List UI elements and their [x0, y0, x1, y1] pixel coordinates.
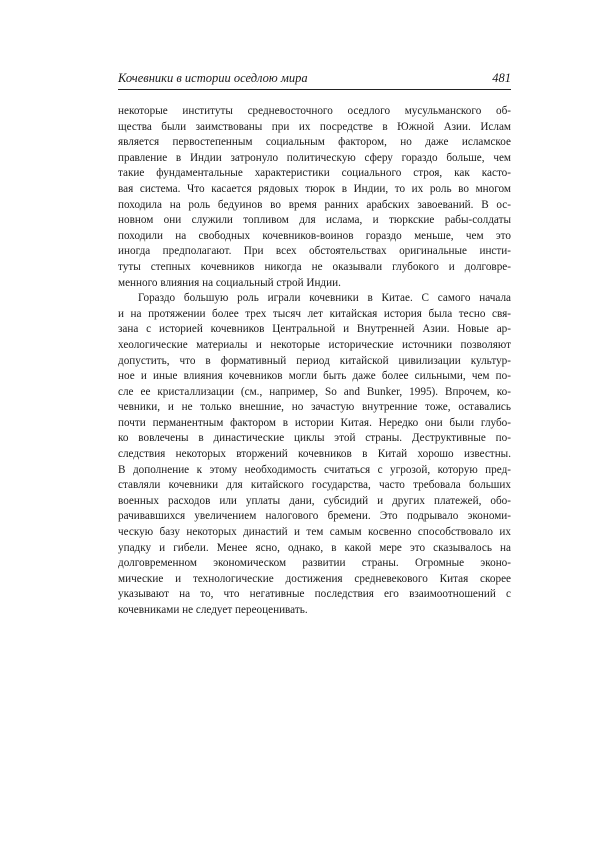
- text-line: является первостепенным социальным фактором, но даже исламское: [118, 136, 511, 149]
- paragraph: [118, 291, 511, 618]
- text-line: и на протяжении более трех тысяч лет китайская история была тесно свя-: [118, 307, 511, 320]
- text-line: допустить, что в формативный период китайской цивилизации культур-: [118, 354, 511, 367]
- text-line: хеологические материалы и некоторые исторические источники позволяют: [118, 338, 511, 351]
- text-line: мические и технологические достижения средневекового Китая скорее: [118, 572, 511, 585]
- text-line: новном они служили топливом для ислама, и тюркские рабы-солдаты: [118, 214, 511, 227]
- running-title: Кочевники в истории оседлою мира: [118, 71, 308, 85]
- text-line: зана с историей кочевников Центральной и Внутренней Азии. Новые ар-: [118, 323, 511, 336]
- text-line: упадку и гибели. Менее ясно, однако, в какой мере это сказывалось на: [118, 541, 511, 554]
- text-line: вая система. Что касается рядовых тюрок в Индии, то их роль во многом: [118, 182, 511, 195]
- text-line: чевники, и не только внешние, но зачастую внутренние тоже, оставались: [118, 401, 511, 414]
- text-line: щества были заимствованы при их посредстве в Южной Азии. Ислам: [118, 120, 511, 133]
- text-line: рачивавшихся увеличением налогового бремени. Это подрывало экономи-: [118, 510, 511, 523]
- text-line: ное и иные влияния кочевников могли быть даже более сильными, чем по-: [118, 370, 511, 383]
- running-header: [118, 70, 511, 86]
- text-line: иногда предполагают. При всех обстоятельствах оригинальные инсти-: [118, 245, 511, 258]
- text-line: почти перманентным фактором в истории Китая. Нередко они были глубо-: [118, 416, 511, 429]
- text-line: В дополнение к этому необходимость считаться с угрозой, которую пред-: [118, 463, 511, 476]
- text-line: некоторые институты средневосточного оседлого мусульманского об-: [118, 105, 511, 117]
- paragraph: [118, 104, 511, 291]
- text-line: следствия некоторых вторжений кочевников в Китай хорошо известны.: [118, 448, 511, 461]
- page-number: 481: [492, 71, 511, 85]
- text-line: указывают на то, что негативные последствия его взаимоотношений с: [118, 588, 511, 601]
- text-line: долговременном экономическом развитии страны. Огромные эконо-: [118, 557, 511, 570]
- text-line: Гораздо большую роль играли кочевники в Китае. С самого начала: [138, 292, 511, 305]
- text-line: кочевниками не следует переоценивать.: [118, 604, 308, 616]
- text-line: туты степных кочевников никогда не оказывали глубокого и долговре-: [118, 260, 511, 273]
- text-line: ческую базу некоторых династий и тем самым косвенно способствовало их: [118, 526, 511, 539]
- text-line: такие фундаментальные характеристики социального строя, как касто-: [118, 167, 511, 180]
- text-line: ставляли кочевники для китайского государства, часто требовала больших: [118, 479, 511, 492]
- text-line: военных расходов или уплаты дани, субсидий и других платежей, обо-: [118, 494, 511, 507]
- text-line: сле ее кристаллизации (см., например, So and Bunker, 1995). Впрочем, ко-: [118, 385, 511, 398]
- text-line: походили на свободных кочевников-воинов гораздо меньше, чем это: [118, 229, 511, 242]
- text-line: походила на роль бедуинов во время ранних арабских завоеваний. В ос-: [118, 198, 511, 211]
- text-line: ко вовлечены в династические циклы этой страны. Деструктивные по-: [118, 432, 511, 445]
- body-text: [118, 104, 511, 619]
- header-rule: [118, 89, 511, 90]
- text-line: менного влияния на социальный строй Индии.: [118, 276, 341, 289]
- text-line: правление в Индии затронуло политическую сферу гораздо больше, чем: [118, 151, 511, 164]
